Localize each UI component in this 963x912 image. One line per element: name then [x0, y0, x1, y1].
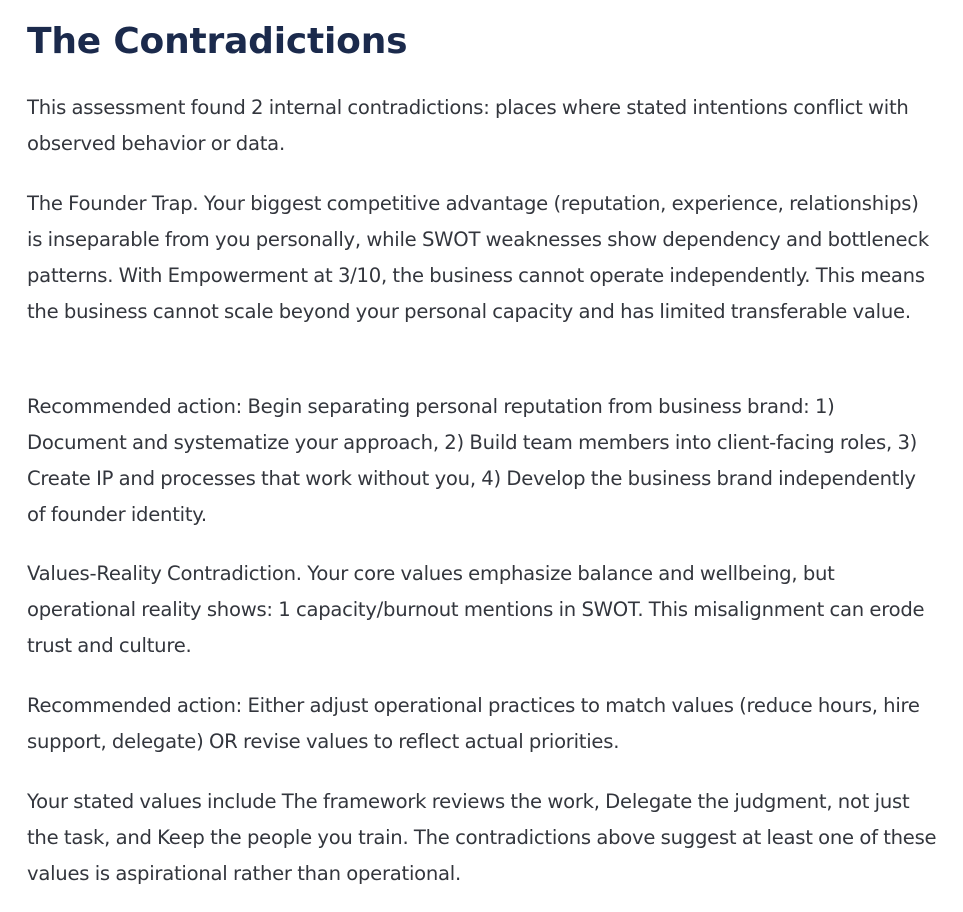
founder-trap-paragraph: The Founder Trap. Your biggest competitive advantage (reputation, experience, relationships) is inseparable from you personally, while SWOT weaknesses show dependency and bottleneck patterns. With Empowerment at 3/10, the business cannot operate independently. This means the business cannot scale beyond your personal capacity and has limited transferable value. [27, 192, 929, 323]
values-reality-action-paragraph: Recommended action: Either adjust operational practices to match values (reduce hours, hire support, delegate) OR revise values to reflect actual priorities. [27, 694, 920, 753]
section-heading: The Contradictions [27, 21, 408, 62]
stated-values-paragraph: Your stated values include The framework reviews the work, Delegate the judgment, not just the task, and Keep the people you train. The contradictions above suggest at least one of these values is aspirational rather than operational. [27, 790, 937, 885]
intro-paragraph: This assessment found 2 internal contradictions: places where stated intentions conflict with observed behavior or data. [27, 96, 909, 155]
values-reality-paragraph: Values-Reality Contradiction. Your core values emphasize balance and wellbeing, but operational reality shows: 1 capacity/burnout mentions in SWOT. This misalignment can erode trust and culture. [27, 562, 925, 657]
founder-trap-action-paragraph: Recommended action: Begin separating personal reputation from business brand: 1) Document and systematize your approach, 2) Build team members into client-facing roles, 3) Create IP and processes that work without you, 4) Develop the business brand independently of founder identity. [27, 395, 918, 526]
